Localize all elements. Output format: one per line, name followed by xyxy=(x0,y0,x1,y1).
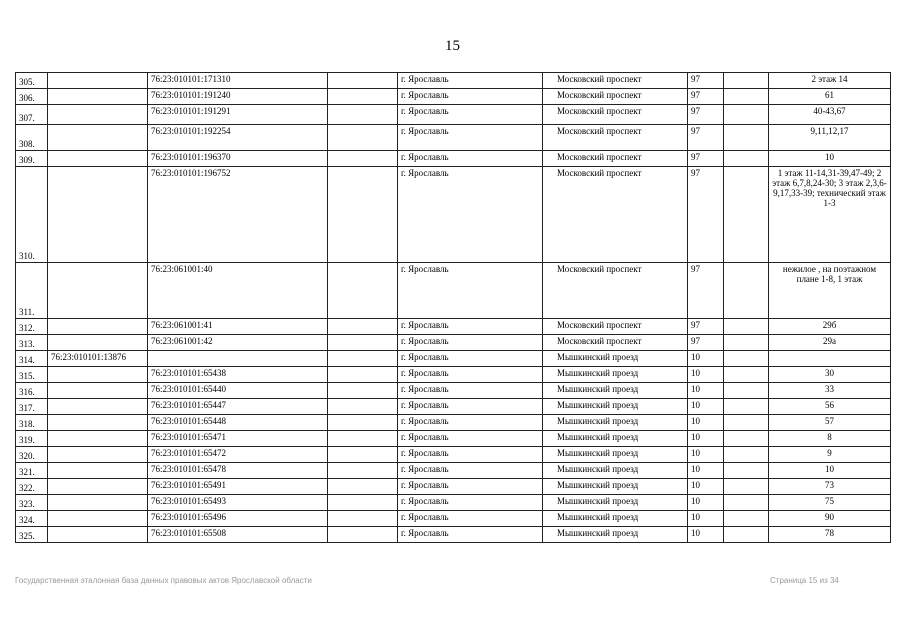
cadastral-number-building xyxy=(48,367,148,383)
table-row xyxy=(16,383,891,399)
empty-cell xyxy=(328,335,398,351)
apartment-cell: 40-43,67 xyxy=(769,105,891,125)
cadastral-number-premises: 76:23:010101:171310 xyxy=(148,73,328,89)
empty-cell xyxy=(724,479,769,495)
row-number: 321. xyxy=(16,463,48,479)
empty-cell xyxy=(724,367,769,383)
empty-cell xyxy=(328,527,398,543)
empty-cell xyxy=(328,431,398,447)
empty-cell xyxy=(328,151,398,167)
street-cell: Мышкинский проезд xyxy=(543,463,688,479)
house-number-cell: 97 xyxy=(688,319,724,335)
apartment-cell: 78 xyxy=(769,527,891,543)
cadastral-number-building: 76:23:010101:13876 xyxy=(48,351,148,367)
cadastral-number-premises: 76:23:010101:191240 xyxy=(148,89,328,105)
table-row xyxy=(16,263,891,319)
street-cell: Мышкинский проезд xyxy=(543,399,688,415)
cadastral-number-premises: 76:23:010101:65508 xyxy=(148,527,328,543)
cadastral-number-building xyxy=(48,89,148,105)
cadastral-number-building xyxy=(48,527,148,543)
cadastral-number-premises: 76:23:010101:65493 xyxy=(148,495,328,511)
cadastral-number-building xyxy=(48,479,148,495)
empty-cell xyxy=(328,367,398,383)
house-number-cell: 97 xyxy=(688,89,724,105)
row-number: 308. xyxy=(16,125,48,151)
city-cell: г. Ярославль xyxy=(398,527,543,543)
row-number: 313. xyxy=(16,335,48,351)
apartment-cell: нежилое , на поэтажном плане 1-8, 1 этаж xyxy=(769,263,891,319)
table-row xyxy=(16,319,891,335)
street-cell: Московский проспект xyxy=(543,89,688,105)
city-cell: г. Ярославль xyxy=(398,89,543,105)
house-number-cell: 10 xyxy=(688,399,724,415)
cadastral-number-building xyxy=(48,415,148,431)
house-number-cell: 10 xyxy=(688,527,724,543)
street-cell: Мышкинский проезд xyxy=(543,383,688,399)
empty-cell xyxy=(328,351,398,367)
empty-cell xyxy=(724,105,769,125)
empty-cell xyxy=(328,415,398,431)
house-number-cell: 10 xyxy=(688,511,724,527)
footer-page-counter: Страница 15 из 34 xyxy=(770,576,839,585)
empty-cell xyxy=(328,105,398,125)
row-number: 305. xyxy=(16,73,48,89)
table-row xyxy=(16,167,891,263)
city-cell: г. Ярославль xyxy=(398,105,543,125)
row-number: 307. xyxy=(16,105,48,125)
empty-cell xyxy=(724,447,769,463)
house-number-cell: 97 xyxy=(688,151,724,167)
empty-cell xyxy=(724,125,769,151)
apartment-cell: 33 xyxy=(769,383,891,399)
table-row xyxy=(16,527,891,543)
table-row xyxy=(16,399,891,415)
house-number-cell: 10 xyxy=(688,383,724,399)
apartment-cell: 57 xyxy=(769,415,891,431)
row-number: 306. xyxy=(16,89,48,105)
city-cell: г. Ярославль xyxy=(398,319,543,335)
city-cell: г. Ярославль xyxy=(398,351,543,367)
table-row xyxy=(16,415,891,431)
cadastral-number-premises: 76:23:010101:196370 xyxy=(148,151,328,167)
cadastral-number-premises: 76:23:010101:65438 xyxy=(148,367,328,383)
city-cell: г. Ярославль xyxy=(398,367,543,383)
house-number-cell: 97 xyxy=(688,167,724,263)
city-cell: г. Ярославль xyxy=(398,415,543,431)
house-number-cell: 10 xyxy=(688,415,724,431)
empty-cell xyxy=(328,447,398,463)
cadastral-number-premises: 76:23:010101:65447 xyxy=(148,399,328,415)
row-number: 311. xyxy=(16,263,48,319)
cadastral-number-building xyxy=(48,151,148,167)
table-row xyxy=(16,447,891,463)
cadastral-number-building xyxy=(48,495,148,511)
cadastral-number-premises: 76:23:010101:65478 xyxy=(148,463,328,479)
cadastral-number-building xyxy=(48,431,148,447)
empty-cell xyxy=(724,511,769,527)
table-row xyxy=(16,335,891,351)
street-cell: Московский проспект xyxy=(543,151,688,167)
cadastral-number-premises xyxy=(148,351,328,367)
apartment-cell xyxy=(769,351,891,367)
street-cell: Мышкинский проезд xyxy=(543,479,688,495)
table-row xyxy=(16,151,891,167)
street-cell: Мышкинский проезд xyxy=(543,447,688,463)
city-cell: г. Ярославль xyxy=(398,495,543,511)
empty-cell xyxy=(724,383,769,399)
apartment-cell: 29а xyxy=(769,335,891,351)
house-number-cell: 10 xyxy=(688,479,724,495)
city-cell: г. Ярославль xyxy=(398,73,543,89)
cadastral-number-premises: 76:23:010101:65472 xyxy=(148,447,328,463)
city-cell: г. Ярославль xyxy=(398,263,543,319)
empty-cell xyxy=(328,495,398,511)
cadastral-number-premises: 76:23:010101:65471 xyxy=(148,431,328,447)
cadastral-number-premises: 76:23:010101:192254 xyxy=(148,125,328,151)
street-cell: Московский проспект xyxy=(543,167,688,263)
cadastral-number-building xyxy=(48,463,148,479)
empty-cell xyxy=(328,399,398,415)
street-cell: Московский проспект xyxy=(543,335,688,351)
street-cell: Московский проспект xyxy=(543,263,688,319)
row-number: 324. xyxy=(16,511,48,527)
street-cell: Мышкинский проезд xyxy=(543,367,688,383)
empty-cell xyxy=(724,335,769,351)
table-row xyxy=(16,495,891,511)
empty-cell xyxy=(328,125,398,151)
city-cell: г. Ярославль xyxy=(398,167,543,263)
empty-cell xyxy=(724,167,769,263)
cadastral-number-premises: 76:23:010101:65440 xyxy=(148,383,328,399)
house-number-cell: 10 xyxy=(688,447,724,463)
street-cell: Московский проспект xyxy=(543,73,688,89)
street-cell: Мышкинский проезд xyxy=(543,415,688,431)
row-number: 317. xyxy=(16,399,48,415)
city-cell: г. Ярославль xyxy=(398,125,543,151)
house-number-cell: 10 xyxy=(688,463,724,479)
row-number: 316. xyxy=(16,383,48,399)
row-number: 318. xyxy=(16,415,48,431)
house-number-cell: 10 xyxy=(688,495,724,511)
apartment-cell: 29б xyxy=(769,319,891,335)
apartment-cell: 10 xyxy=(769,463,891,479)
street-cell: Московский проспект xyxy=(543,319,688,335)
house-number-cell: 97 xyxy=(688,73,724,89)
apartment-cell: 9,11,12,17 xyxy=(769,125,891,151)
empty-cell xyxy=(328,479,398,495)
house-number-cell: 97 xyxy=(688,335,724,351)
table-row xyxy=(16,89,891,105)
empty-cell xyxy=(328,167,398,263)
apartment-cell: 73 xyxy=(769,479,891,495)
cadastral-number-building xyxy=(48,125,148,151)
city-cell: г. Ярославль xyxy=(398,151,543,167)
empty-cell xyxy=(724,431,769,447)
empty-cell xyxy=(724,263,769,319)
row-number: 325. xyxy=(16,527,48,543)
footer-source: Государственная эталонная база данных правовых актов Ярославской области xyxy=(15,576,312,585)
house-number-cell: 10 xyxy=(688,367,724,383)
cadastral-number-building xyxy=(48,263,148,319)
cadastral-number-building xyxy=(48,73,148,89)
table-row xyxy=(16,351,891,367)
apartment-cell: 75 xyxy=(769,495,891,511)
cadastral-number-building xyxy=(48,167,148,263)
empty-cell xyxy=(328,383,398,399)
street-cell: Мышкинский проезд xyxy=(543,351,688,367)
city-cell: г. Ярославль xyxy=(398,335,543,351)
empty-cell xyxy=(724,415,769,431)
cadastral-number-premises: 76:23:010101:65491 xyxy=(148,479,328,495)
empty-cell xyxy=(328,511,398,527)
cadastral-number-premises: 76:23:061001:40 xyxy=(148,263,328,319)
row-number: 314. xyxy=(16,351,48,367)
city-cell: г. Ярославль xyxy=(398,447,543,463)
empty-cell xyxy=(328,73,398,89)
street-cell: Мышкинский проезд xyxy=(543,495,688,511)
empty-cell xyxy=(724,89,769,105)
row-number: 309. xyxy=(16,151,48,167)
table-row xyxy=(16,463,891,479)
city-cell: г. Ярославль xyxy=(398,479,543,495)
city-cell: г. Ярославль xyxy=(398,383,543,399)
street-cell: Московский проспект xyxy=(543,125,688,151)
property-table xyxy=(15,72,891,543)
apartment-cell: 2 этаж 14 xyxy=(769,73,891,89)
table-row xyxy=(16,511,891,527)
apartment-cell: 10 xyxy=(769,151,891,167)
cadastral-number-premises: 76:23:010101:65496 xyxy=(148,511,328,527)
cadastral-number-building xyxy=(48,335,148,351)
row-number: 320. xyxy=(16,447,48,463)
cadastral-number-building xyxy=(48,511,148,527)
empty-cell xyxy=(724,399,769,415)
street-cell: Московский проспект xyxy=(543,105,688,125)
table-row xyxy=(16,105,891,125)
apartment-cell: 9 xyxy=(769,447,891,463)
cadastral-number-premises: 76:23:010101:191291 xyxy=(148,105,328,125)
house-number-cell: 97 xyxy=(688,263,724,319)
table-row xyxy=(16,367,891,383)
city-cell: г. Ярославль xyxy=(398,463,543,479)
page-number: 15 xyxy=(445,38,460,54)
street-cell: Мышкинский проезд xyxy=(543,511,688,527)
cadastral-number-building xyxy=(48,399,148,415)
empty-cell xyxy=(328,263,398,319)
table-row xyxy=(16,431,891,447)
apartment-cell: 8 xyxy=(769,431,891,447)
house-number-cell: 10 xyxy=(688,431,724,447)
cadastral-number-premises: 76:23:010101:65448 xyxy=(148,415,328,431)
house-number-cell: 10 xyxy=(688,351,724,367)
empty-cell xyxy=(724,351,769,367)
row-number: 310. xyxy=(16,167,48,263)
row-number: 322. xyxy=(16,479,48,495)
row-number: 319. xyxy=(16,431,48,447)
house-number-cell: 97 xyxy=(688,125,724,151)
table-row xyxy=(16,125,891,151)
empty-cell xyxy=(328,463,398,479)
table-row xyxy=(16,479,891,495)
table-row xyxy=(16,73,891,89)
row-number: 312. xyxy=(16,319,48,335)
cadastral-number-premises: 76:23:061001:41 xyxy=(148,319,328,335)
empty-cell xyxy=(328,319,398,335)
empty-cell xyxy=(724,151,769,167)
city-cell: г. Ярославль xyxy=(398,511,543,527)
apartment-cell: 1 этаж 11-14,31-39,47-49; 2 этаж 6,7,8,24-30; 3 этаж 2,3,6-9,17,33-39; технический этаж 1-3 xyxy=(769,167,891,263)
table-body xyxy=(16,73,891,543)
cadastral-number-building xyxy=(48,105,148,125)
apartment-cell: 56 xyxy=(769,399,891,415)
city-cell: г. Ярославль xyxy=(398,431,543,447)
street-cell: Мышкинский проезд xyxy=(543,431,688,447)
cadastral-number-premises: 76:23:010101:196752 xyxy=(148,167,328,263)
empty-cell xyxy=(724,495,769,511)
cadastral-number-building xyxy=(48,447,148,463)
cadastral-number-building xyxy=(48,319,148,335)
street-cell: Мышкинский проезд xyxy=(543,527,688,543)
row-number: 315. xyxy=(16,367,48,383)
apartment-cell: 61 xyxy=(769,89,891,105)
house-number-cell: 97 xyxy=(688,105,724,125)
empty-cell xyxy=(328,89,398,105)
apartment-cell: 90 xyxy=(769,511,891,527)
empty-cell xyxy=(724,73,769,89)
empty-cell xyxy=(724,319,769,335)
apartment-cell: 30 xyxy=(769,367,891,383)
empty-cell xyxy=(724,463,769,479)
city-cell: г. Ярославль xyxy=(398,399,543,415)
empty-cell xyxy=(724,527,769,543)
cadastral-number-building xyxy=(48,383,148,399)
cadastral-number-premises: 76:23:061001:42 xyxy=(148,335,328,351)
row-number: 323. xyxy=(16,495,48,511)
